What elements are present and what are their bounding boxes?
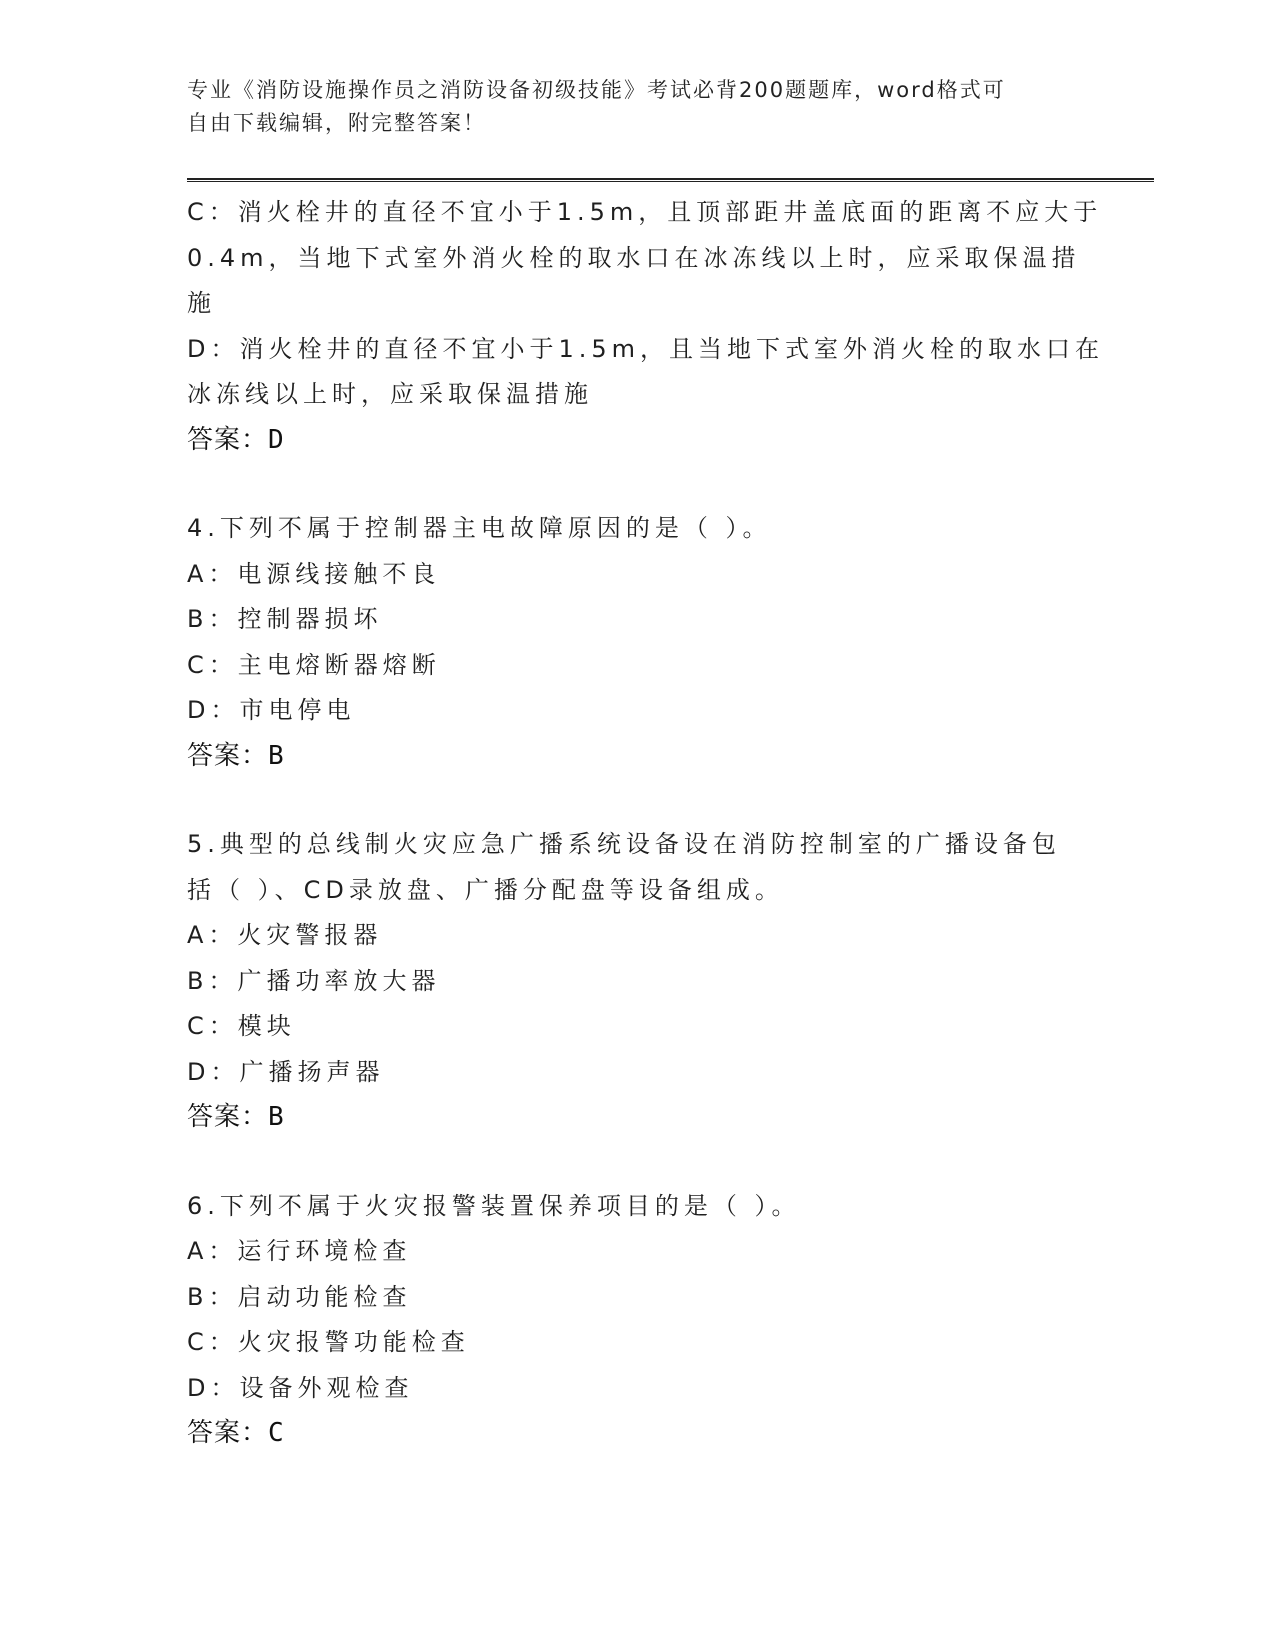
question-text: 4.下列不属于控制器主电故障原因的是（ ）。 (187, 514, 772, 542)
question-text: 6.下列不属于火灾报警装置保养项目的是（ ）。 (187, 1191, 801, 1220)
option-b: B：广播功率放大器 (187, 966, 441, 995)
question-text-line-1: 5.典型的总线制火灾应急广播系统设备设在消防控制室的广播设备包 (187, 830, 1061, 858)
question-5 (187, 822, 1087, 1141)
answer (187, 418, 1087, 464)
answer (187, 1095, 1087, 1141)
option-c-line-2: 0.4m，当地下式室外消火栓的取水口在冰冻线以上时，应采取保温措 (187, 243, 1081, 272)
header-divider (187, 178, 1154, 182)
answer-label: 答案： (187, 740, 269, 771)
option-a: A：电源线接触不良 (187, 559, 441, 588)
answer-label: 答案： (187, 1418, 269, 1448)
option-c-line-3: 施 (187, 289, 216, 317)
spacer (187, 463, 1087, 506)
option-d: D：市电停电 (187, 696, 356, 724)
question-6 (187, 1184, 1087, 1457)
option-a: A：运行环境检查 (187, 1237, 412, 1265)
question-text-line-2: 括（ ）、CD录放盘、广播分配盘等设备组成。 (187, 875, 784, 904)
spacer (187, 1141, 1087, 1184)
option-c: C：模块 (187, 1012, 296, 1040)
answer-value: D (268, 424, 285, 455)
option-c: C：主电熔断器熔断 (187, 650, 441, 679)
option-b: B：启动功能检查 (187, 1282, 412, 1311)
document-header (187, 74, 1067, 140)
option-c-line-1: C：消火栓井的直径不宜小于1.5m，且顶部距井盖底面的距离不应大于 (187, 198, 1103, 226)
question-3-tail (187, 190, 1105, 463)
answer (187, 1411, 1087, 1457)
answer-label: 答案： (187, 424, 269, 455)
option-d: D：广播扬声器 (187, 1057, 385, 1086)
spacer (187, 779, 1087, 822)
question-4 (187, 506, 1087, 779)
answer-value: B (268, 740, 285, 771)
option-b: B：控制器损坏 (187, 605, 383, 633)
option-c: C：火灾报警功能检查 (187, 1328, 470, 1356)
option-d-line-1: D：消火栓井的直径不宜小于1.5m，且当地下式室外消火栓的取水口在 (187, 334, 1105, 363)
question-content (187, 190, 1105, 1457)
answer-label: 答案： (187, 1102, 269, 1132)
answer (187, 734, 1087, 780)
answer-value: B (268, 1102, 285, 1132)
option-a: A：火灾警报器 (187, 921, 383, 949)
header-title-line-2: 自由下载编辑，附完整答案！ (187, 111, 486, 135)
header-title-line-1: 专业《消防设施操作员之消防设备初级技能》考试必背200题题库，word格式可 (187, 78, 1006, 102)
option-d: D：设备外观检查 (187, 1373, 414, 1402)
answer-value: C (268, 1418, 285, 1448)
option-d-line-2: 冰冻线以上时，应采取保温措施 (187, 380, 593, 408)
